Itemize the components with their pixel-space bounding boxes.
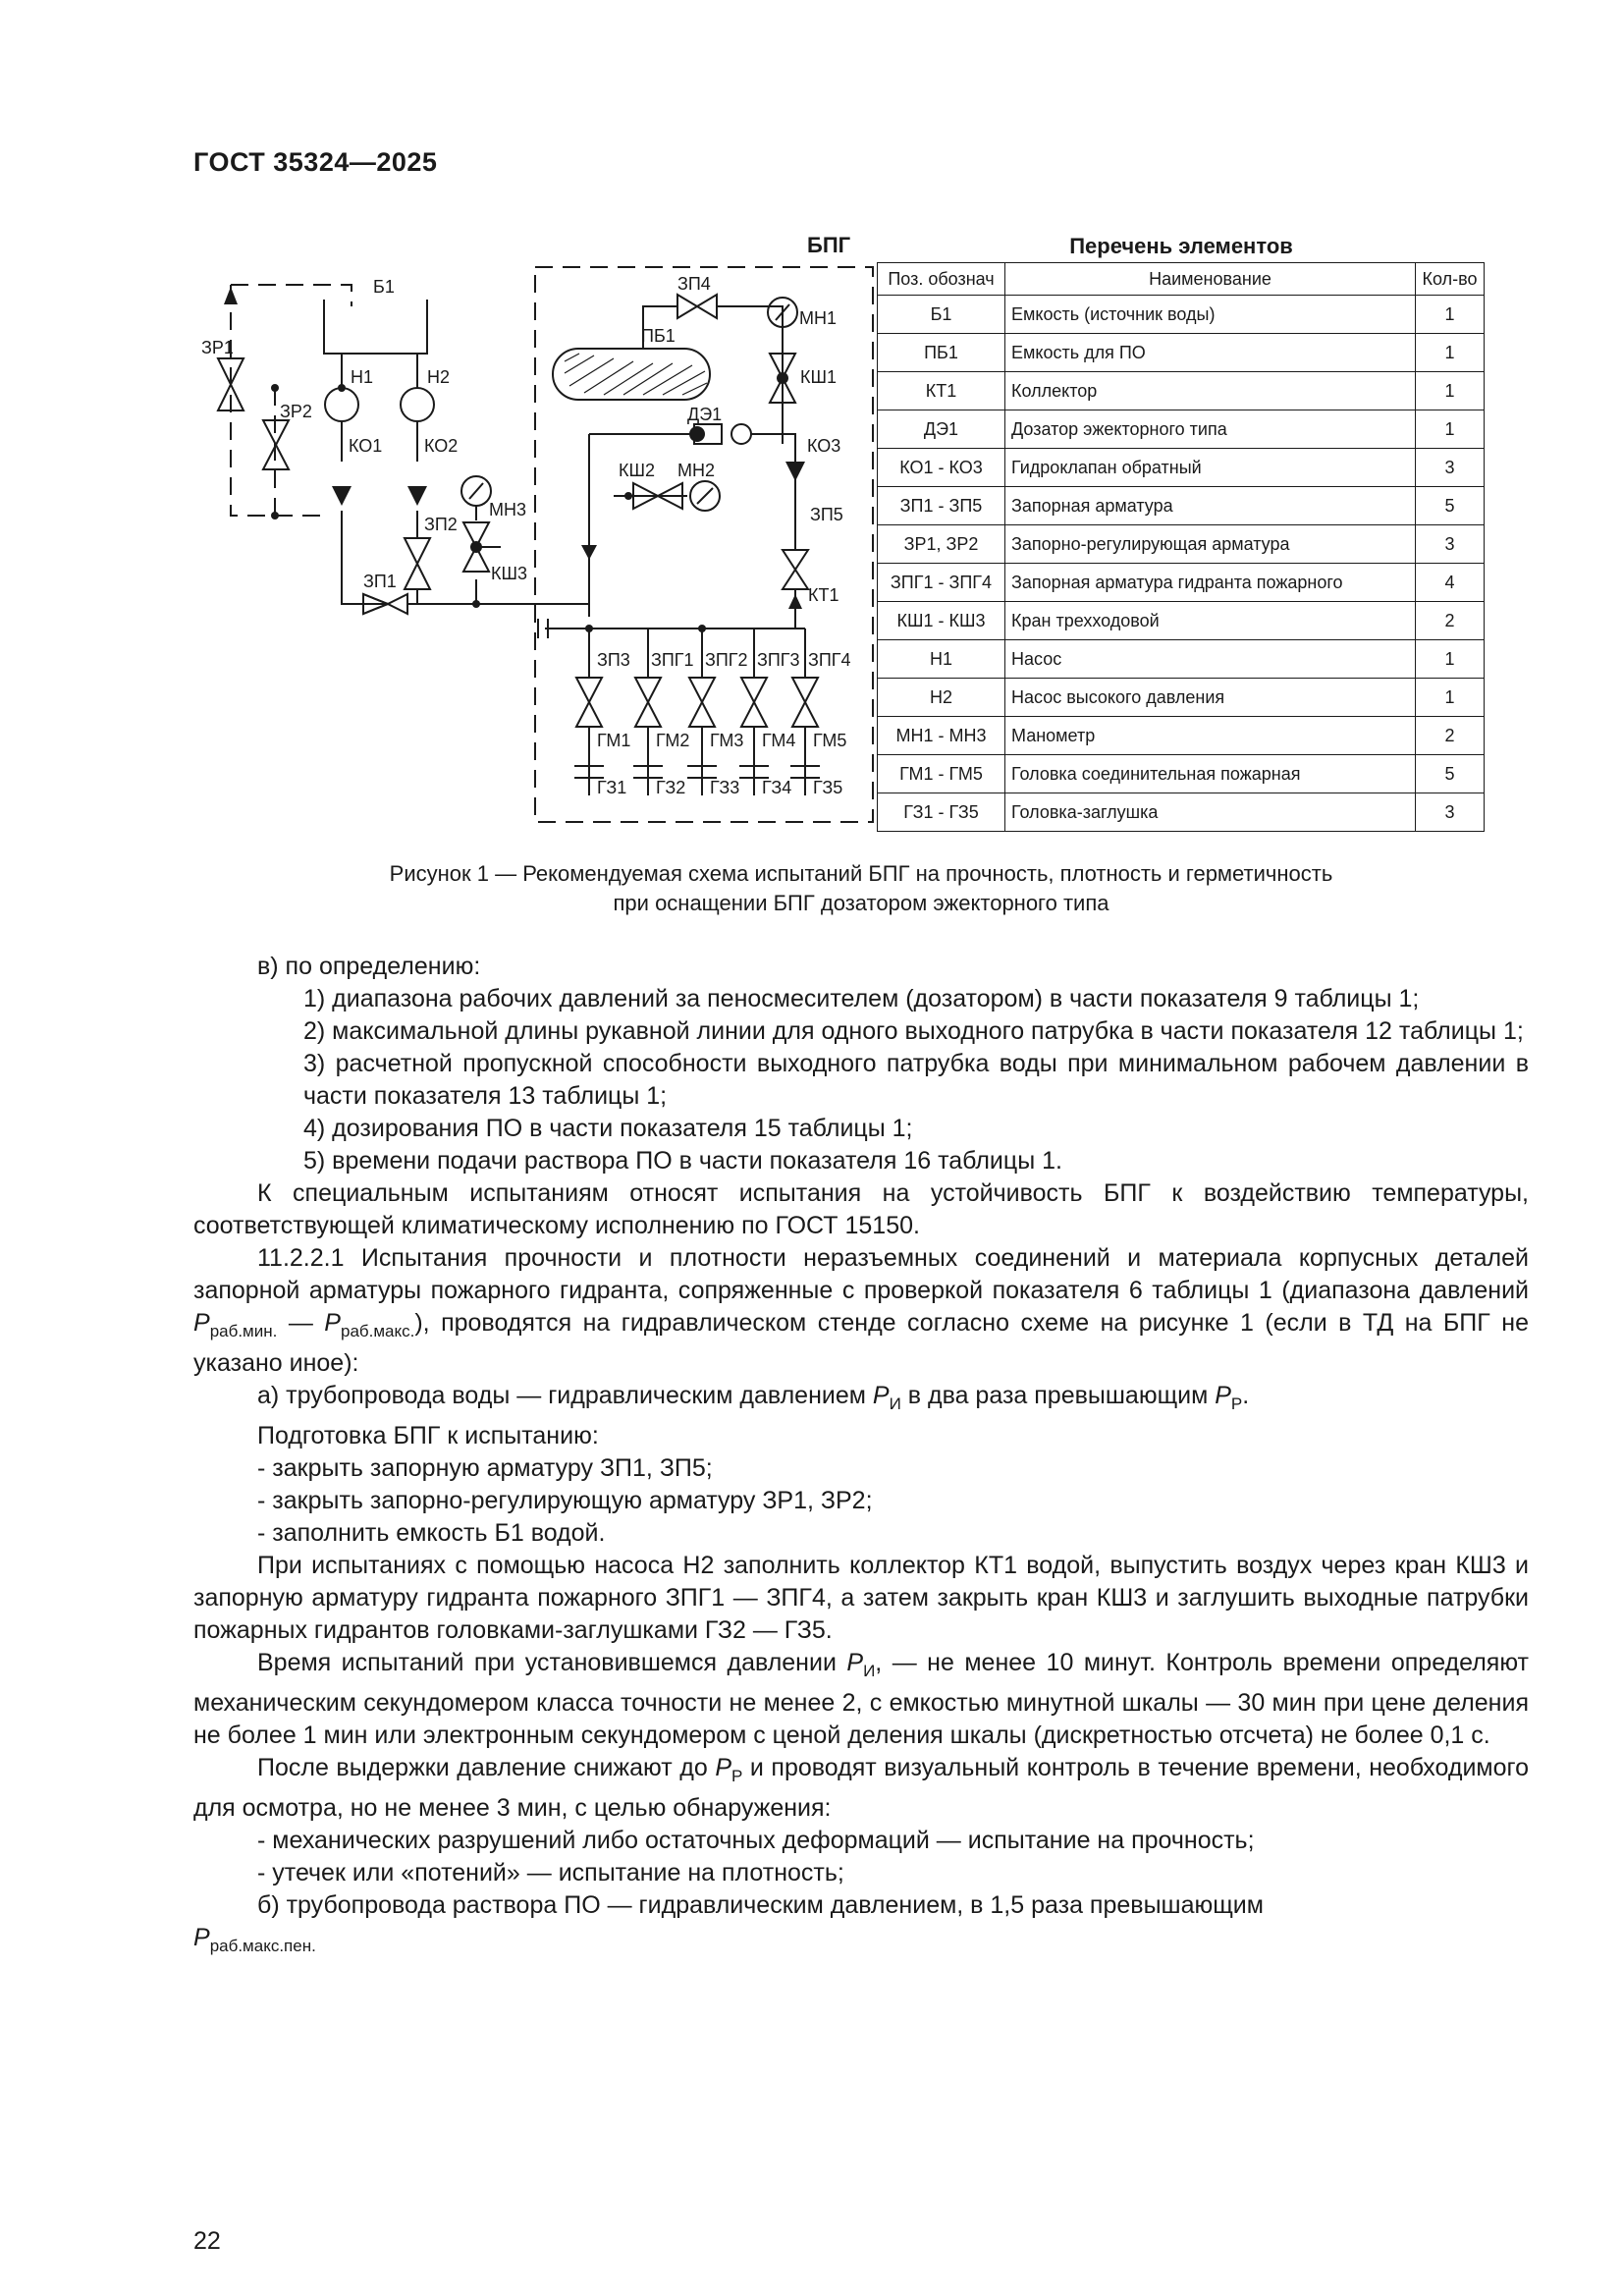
table-row [878, 410, 1485, 449]
paragraph-special: К специальным испытаниям относят испытания на устойчивость БПГ к воздействию температуры, соответствующей климатическому исполнению по ГОСТ 15150. [193, 1179, 1529, 1239]
table-row [878, 679, 1485, 717]
cell-qty: 3 [1416, 525, 1485, 564]
list-item: - механических разрушений либо остаточных деформаций — испытание на прочность; [257, 1827, 1255, 1854]
label-h1: Н1 [351, 367, 374, 387]
subscript: раб.мин. [209, 1322, 278, 1340]
cell-name: Дозатор эжекторного типа [1005, 410, 1416, 449]
cell-pos: ГЗ1 - ГЗ5 [878, 793, 1005, 832]
label-gm5: ГМ5 [813, 731, 847, 750]
symbol-p: P [1215, 1382, 1231, 1409]
list-item: - заполнить емкость Б1 водой. [257, 1519, 606, 1547]
label-mn1: МН1 [799, 308, 838, 328]
cell-qty: 4 [1416, 564, 1485, 602]
table-header-row [878, 263, 1485, 296]
cell-name: Коллектор [1005, 372, 1416, 410]
label-gm2: ГМ2 [656, 731, 690, 750]
text: Время испытаний при установившемся давлении [257, 1649, 847, 1676]
cell-name: Головка соединительная пожарная [1005, 755, 1416, 793]
label-zp1: ЗП1 [363, 572, 397, 591]
cell-qty: 1 [1416, 372, 1485, 410]
symbol-p: P [846, 1649, 864, 1676]
label-zpg2: ЗПГ2 [705, 650, 748, 670]
caption-line-2: при оснащении БПГ дозатором эжекторного типа [613, 891, 1109, 915]
label-mn3: МН3 [489, 500, 527, 519]
paragraph-time [193, 1647, 1529, 1752]
bpg-label: БПГ [807, 233, 851, 257]
table-row [878, 487, 1485, 525]
header-name: Наименование [1005, 263, 1416, 296]
symbol-p: P [193, 1309, 210, 1337]
label-zr2: ЗР2 [280, 402, 312, 421]
cell-pos: КО1 - КО3 [878, 449, 1005, 487]
label-mn2: МН2 [677, 461, 716, 480]
label-zr1: ЗР1 [201, 338, 234, 357]
paragraph-prep: Подготовка БПГ к испытанию: [257, 1422, 599, 1449]
paragraph-v-intro: в) по определению: [257, 953, 481, 980]
text: После выдержки давление снижают до [257, 1754, 716, 1781]
table-row [878, 564, 1485, 602]
paragraph-11-2-2-1 [193, 1242, 1529, 1380]
cell-name: Головка-заглушка [1005, 793, 1416, 832]
cell-name: Запорная арматура [1005, 487, 1416, 525]
label-gz5: ГЗ5 [813, 778, 843, 797]
text: , — не менее 10 минут. Контроль времени определяют механическим секундомером класса точности не менее 2, с емкостью минутной шкалы — 30 мин при цене деления не более 1 мин или электронным секундомером с ценой деления шкалы (дискретностью отсчета) не более 0,1 с. [193, 1649, 1529, 1749]
label-gm1: ГМ1 [597, 731, 631, 750]
cell-qty: 2 [1416, 602, 1485, 640]
table-row [878, 334, 1485, 372]
label-zpg4: ЗПГ4 [808, 650, 851, 670]
cell-qty: 3 [1416, 793, 1485, 832]
symbol-p: P [715, 1754, 731, 1781]
subscript: раб.макс. [340, 1322, 415, 1340]
text: и проводят визуальный контроль в течение времени, необходимого для осмотра, но не менее 3 мин, с целью обнаружения: [193, 1754, 1529, 1822]
figure-caption [193, 859, 1529, 918]
cell-pos: Б1 [878, 296, 1005, 334]
elements-table-title: Перечень элементов [1069, 234, 1293, 258]
label-zp3: ЗП3 [597, 650, 630, 670]
cell-name: Насос высокого давления [1005, 679, 1416, 717]
label-zpg1: ЗПГ1 [651, 650, 694, 670]
subscript: И [863, 1662, 876, 1680]
label-gz1: ГЗ1 [597, 778, 627, 797]
label-gm4: ГМ4 [762, 731, 796, 750]
cell-name: Гидроклапан обратный [1005, 449, 1416, 487]
table-row [878, 449, 1485, 487]
cell-pos: ЗР1, ЗР2 [878, 525, 1005, 564]
cell-name: Манометр [1005, 717, 1416, 755]
header-pos: Поз. обознач [878, 263, 1005, 296]
cell-qty: 2 [1416, 717, 1485, 755]
cell-name: Запорная арматура гидранта пожарного [1005, 564, 1416, 602]
label-ko1: КО1 [349, 436, 383, 456]
subscript: Р [731, 1767, 743, 1785]
cell-pos: ПБ1 [878, 334, 1005, 372]
label-gm3: ГМ3 [710, 731, 744, 750]
cell-qty: 1 [1416, 679, 1485, 717]
cell-pos: Н1 [878, 640, 1005, 679]
subscript: И [889, 1394, 901, 1413]
label-gz4: ГЗ4 [762, 778, 792, 797]
cell-pos: ДЭ1 [878, 410, 1005, 449]
label-zpg3: ЗПГ3 [757, 650, 800, 670]
text: . [1242, 1382, 1250, 1409]
list-item: - утечек или «потений» — испытание на плотность; [257, 1859, 844, 1886]
label-kt1: КТ1 [808, 585, 839, 605]
cell-qty: 1 [1416, 640, 1485, 679]
label-gz2: ГЗ2 [656, 778, 686, 797]
text: ), проводятся на гидравлическом стенде согласно схеме на рисунке 1 (если в ТД на БПГ не указано иное): [193, 1309, 1529, 1377]
page-number: 22 [193, 2227, 221, 2255]
cell-name: Емкость для ПО [1005, 334, 1416, 372]
page-header: ГОСТ 35324—2025 [193, 147, 438, 177]
symbol-p: P [872, 1382, 890, 1409]
text: — [277, 1309, 325, 1337]
paragraph-b: б) трубопровода раствора ПО — гидравлическим давлением, в 1,5 раза превышающим [257, 1891, 1264, 1919]
symbol-p: P [324, 1309, 341, 1337]
cell-name: Запорно-регулирующая арматура [1005, 525, 1416, 564]
cell-pos: ГМ1 - ГМ5 [878, 755, 1005, 793]
list-item: - закрыть запорную арматуру ЗП1, ЗП5; [257, 1454, 713, 1482]
paragraph-a [193, 1380, 1529, 1420]
cell-name: Кран трехходовой [1005, 602, 1416, 640]
list-item: 5) времени подачи раствора ПО в части показателя 16 таблицы 1. [303, 1147, 1062, 1175]
caption-line-1: Рисунок 1 — Рекомендуемая схема испытаний БПГ на прочность, плотность и герметичность [389, 861, 1333, 886]
paragraph-tests-h2: При испытаниях с помощью насоса Н2 заполнить коллектор КТ1 водой, выпустить воздух через кран КШ3 и запорную арматуру гидранта пожарного ЗПГ1 — ЗПГ4, а затем закрыть кран КШ3 и заглушить выходные патрубки пожарных гидрантов головками-заглушками ГЗ2 — ГЗ5. [193, 1552, 1529, 1644]
text: в два раза превышающим [900, 1382, 1216, 1409]
label-de1: ДЭ1 [687, 405, 723, 424]
header-qty: Кол-во [1416, 263, 1485, 296]
elements-table [877, 262, 1485, 832]
label-zp5: ЗП5 [810, 505, 843, 524]
label-h2: Н2 [427, 367, 451, 387]
table-row [878, 755, 1485, 793]
subscript: раб.макс.пен. [209, 1937, 316, 1955]
list-item: 1) диапазона рабочих давлений за пеносмесителем (дозатором) в части показателя 9 таблицы 1; [303, 985, 1420, 1012]
label-ko3: КО3 [807, 436, 841, 456]
label-b1: Б1 [373, 277, 395, 297]
cell-qty: 1 [1416, 334, 1485, 372]
list-item: - закрыть запорно-регулирующую арматуру ЗР1, ЗР2; [257, 1487, 873, 1514]
cell-pos: Н2 [878, 679, 1005, 717]
cell-qty: 5 [1416, 755, 1485, 793]
text: а) трубопровода воды — гидравлическим давлением [257, 1382, 873, 1409]
paragraph-after [193, 1752, 1529, 1825]
label-ksh1: КШ1 [800, 367, 837, 387]
list-item: 2) максимальной длины рукавной линии для одного выходного патрубка в части показателя 12 таблицы 1; [303, 1017, 1524, 1045]
table-row [878, 793, 1485, 832]
text: 11.2.2.1 Испытания прочности и плотности неразъемных соединений и материала корпусных деталей запорной арматуры пожарного гидранта, сопряженные с проверкой показателя 6 таблицы 1 (диапазона давлений [193, 1244, 1529, 1304]
cell-name: Емкость (источник воды) [1005, 296, 1416, 334]
table-row [878, 372, 1485, 410]
cell-qty: 5 [1416, 487, 1485, 525]
cell-pos: ЗП1 - ЗП5 [878, 487, 1005, 525]
label-gz3: ГЗ3 [710, 778, 740, 797]
cell-pos: КШ1 - КШ3 [878, 602, 1005, 640]
cell-pos: ЗПГ1 - ЗПГ4 [878, 564, 1005, 602]
label-pb1: ПБ1 [641, 326, 676, 346]
label-zp2: ЗП2 [424, 515, 458, 534]
list-item: 3) расчетной пропускной способности выходного патрубка воды при минимальном рабочем давлении в части показателя 13 таблицы 1; [303, 1050, 1529, 1110]
cell-name: Насос [1005, 640, 1416, 679]
cell-pos: КТ1 [878, 372, 1005, 410]
body-text [193, 951, 1529, 1962]
label-ksh3: КШ3 [491, 564, 527, 583]
table-row [878, 640, 1485, 679]
subscript: Р [1230, 1394, 1243, 1413]
list-item: 4) дозирования ПО в части показателя 15 таблицы 1; [303, 1115, 913, 1142]
paragraph-b-cont [193, 1922, 1529, 1962]
cell-qty: 3 [1416, 449, 1485, 487]
table-row [878, 602, 1485, 640]
label-zp4: ЗП4 [677, 274, 711, 294]
table-row [878, 296, 1485, 334]
symbol-p: P [193, 1924, 210, 1951]
cell-qty: 1 [1416, 296, 1485, 334]
cell-qty: 1 [1416, 410, 1485, 449]
label-ksh2: КШ2 [619, 461, 655, 480]
table-row [878, 717, 1485, 755]
label-ko2: КО2 [424, 436, 459, 456]
table-row [878, 525, 1485, 564]
cell-pos: МН1 - МН3 [878, 717, 1005, 755]
